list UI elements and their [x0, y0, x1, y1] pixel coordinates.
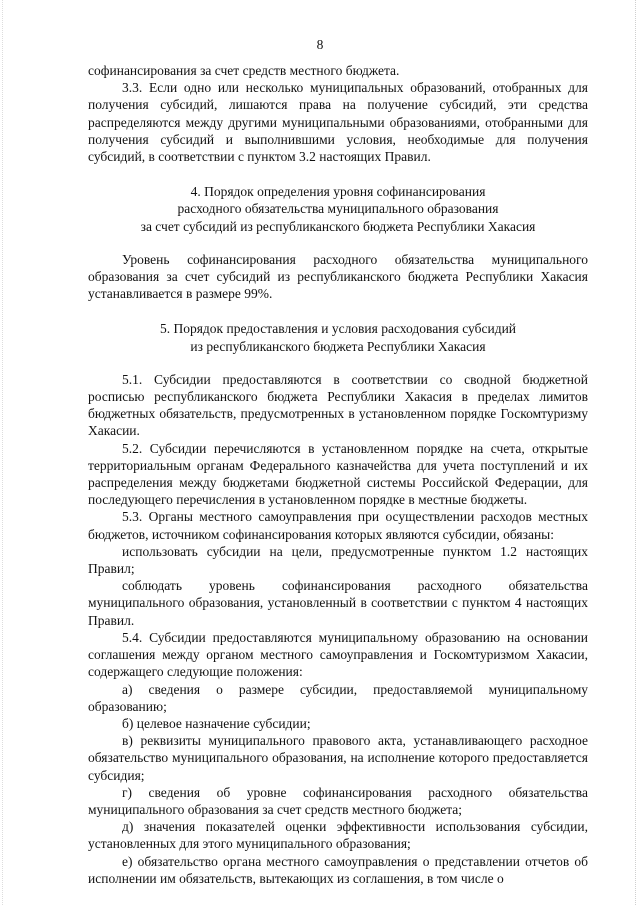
paragraph-5-2: 5.2. Субсидии перечисляются в установленном порядке на счета, открытые территориальным органам Федерального казначейства для учета поступлений и их распределения между бюджетами бюджетной системы Российской Федерации, для последующего перечисления в установленном порядке в местные бюджеты.	[88, 440, 588, 508]
section-4-heading	[88, 183, 588, 235]
paragraph-5-1: 5.1. Субсидии предоставляются в соответствии со сводной бюджетной росписью республиканского бюджета Республики Хакасия в пределах лимитов бюджетных обязательств, предусмотренных в установленном порядке Госкомтуризму Хакасии.	[88, 371, 588, 439]
paragraph-5-3-item: использовать субсидии на цели, предусмотренные пунктом 1.2 настоящих Правил;	[88, 543, 588, 577]
section-4-text: Уровень софинансирования расходного обязательства муниципального образования за счет субсидий из республиканского бюджета Республики Хакасия устанавливается в размере 99%.	[88, 251, 588, 302]
section-5-heading	[88, 320, 588, 354]
section-5-heading-line: из республиканского бюджета Республики Хакасия	[190, 338, 486, 354]
paragraph-5-4: 5.4. Субсидии предоставляются муниципальному образованию на основании соглашения между органом местного самоуправления и Госкомтуризмом Хакасии, содержащего следующие положения:	[88, 629, 588, 680]
document-body	[88, 62, 588, 887]
scan-edge-right	[634, 0, 636, 905]
paragraph-5-3-item: соблюдать уровень софинансирования расходного обязательства муниципального образования, установленный в соответствии с пунктом 4 настоящих Правил.	[88, 578, 588, 628]
paragraph-5-4-item-v: в) реквизиты муниципального правового акта, устанавливающего расходное обязательство муниципального образования, на исполнение которого предоставляется субсидия;	[88, 733, 588, 783]
paragraph-5-4-item-a: а) сведения о размере субсидии, предоставляемой муниципальному образованию;	[88, 681, 588, 714]
section-4-heading-line: 4. Порядок определения уровня софинансирования	[190, 184, 486, 200]
paragraph-5-3: 5.3. Органы местного самоуправления при осуществлении расходов местных бюджетов, источником софинансирования которых являются субсидии, обязаны:	[88, 509, 588, 542]
page-number: 8	[316, 37, 324, 52]
paragraph-5-4-item-b: б) целевое назначение субсидии;	[122, 715, 311, 731]
section-4-heading-line: за счет субсидий из республиканского бюджета Республики Хакасия	[140, 218, 536, 234]
paragraph-3-3: 3.3. Если одно или несколько муниципальных образований, отобранных для получения субсидий, лишаются права на получение субсидий, эти средства распределяются между другими муниципальными образованиями, отобранными для получения субсидий и выполнившими условия, необходимые для получения субсидий, в соответствии с пунктом 3.2 настоящих Правил.	[88, 80, 588, 165]
paragraph-5-4-item-g: г) сведения об уровне софинансирования расходного обязательства муниципального образования за счет средств местного бюджета;	[88, 784, 588, 817]
section-4-heading-line: расходного обязательства муниципального образования	[177, 201, 499, 217]
scan-edge-left	[2, 0, 4, 905]
paragraph-5-4-item-e: е) обязательство органа местного самоуправления о представлении отчетов об исполнении им обязательств, вытекающих из соглашения, в том числе о	[88, 853, 588, 886]
paragraph: софинансирования за счет средств местного бюджета.	[88, 63, 400, 78]
paragraph-5-4-item-d: д) значения показателей оценки эффективности использования субсидии, установленных для этого муниципального образования;	[88, 819, 588, 852]
section-5-heading-line: 5. Порядок предоставления и условия расходования субсидий	[159, 321, 517, 337]
